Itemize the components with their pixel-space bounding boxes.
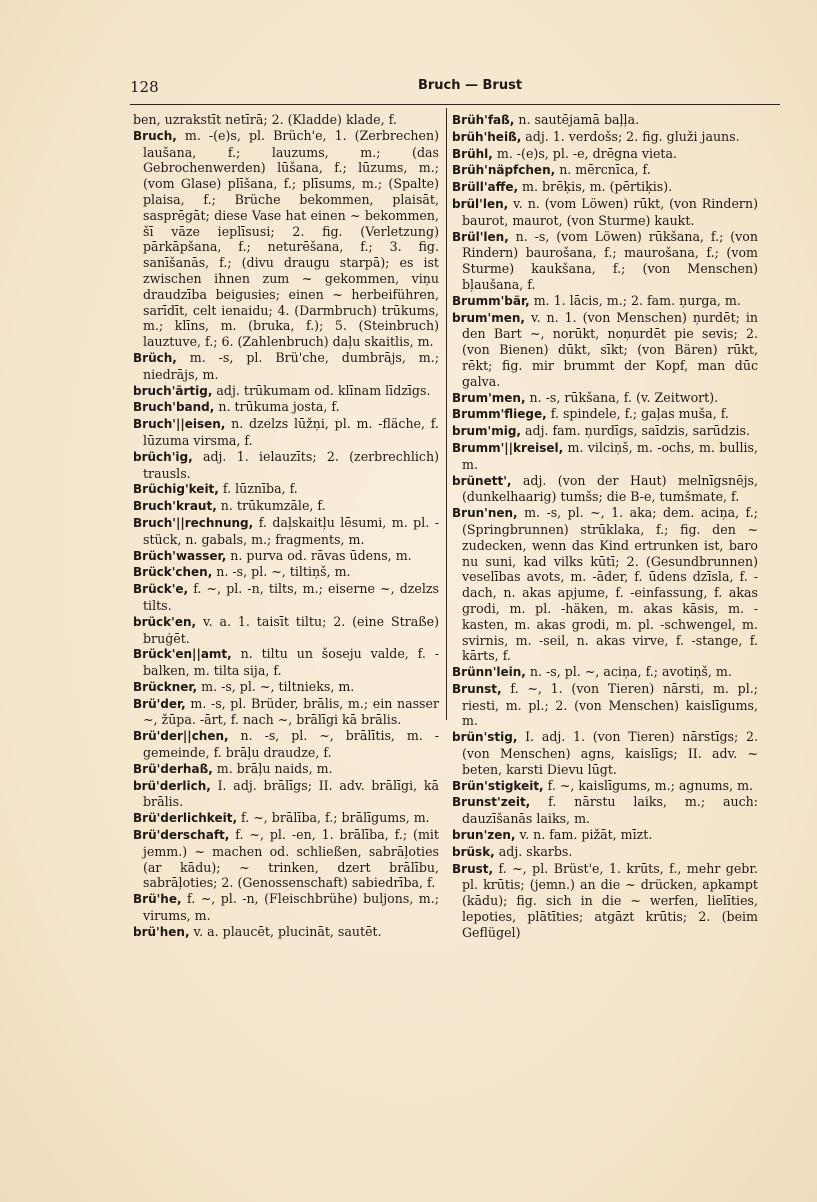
dictionary-entry bbox=[133, 515, 439, 548]
dictionary-entry bbox=[133, 679, 439, 696]
entry-headword: Brüchig'keit, bbox=[133, 482, 219, 497]
entry-definition: adj. 1. ielauzīts; 2. (zerbrechlich) trausls. bbox=[143, 448, 439, 481]
dictionary-entry bbox=[133, 827, 439, 891]
entry-definition: m. brāļu naids, m. bbox=[216, 760, 333, 776]
entry-headword: Brünn'lein, bbox=[452, 665, 526, 680]
dictionary-entry bbox=[452, 162, 758, 179]
dictionary-entry bbox=[452, 146, 758, 163]
dictionary-entry bbox=[452, 664, 758, 681]
entry-headword: Bruch, bbox=[133, 128, 177, 143]
entry-definition: n. sautējamā baļļa. bbox=[518, 112, 640, 127]
dictionary-entry bbox=[452, 310, 758, 390]
entry-definition: adj. skarbs. bbox=[498, 843, 573, 859]
entry-headword: brück'en, bbox=[133, 614, 197, 629]
entry-headword: brun'zen, bbox=[452, 828, 516, 843]
entry-definition: m. 1. lācis, m.; 2. fam. ņurga, m. bbox=[533, 292, 741, 308]
entry-definition: v. a. plaucēt, plucināt, sautēt. bbox=[193, 923, 382, 939]
entry-headword: Bruch'kraut, bbox=[133, 499, 217, 514]
entry-definition: f. ~, 1. (von Tieren) nārsti, m. pl.; riesti, m. pl.; 2. (von Menschen) kaislīgums, m. bbox=[462, 680, 758, 729]
page-header bbox=[130, 78, 780, 100]
dictionary-entry bbox=[133, 350, 439, 383]
entry-definition: n. dzelzs lūžņi, pl. m. -fläche, f. lūzuma virsma, f. bbox=[143, 416, 439, 448]
entry-headword: Brüh'näpfchen, bbox=[452, 163, 556, 178]
entry-headword: Brü'derlichkeit, bbox=[133, 811, 238, 826]
entry-definition: m. -s, pl. Brü'che, dumbrājs, m.; niedrājs, m. bbox=[143, 349, 439, 382]
dictionary-entry bbox=[133, 449, 439, 482]
entry-definition: m. -(e)s, pl. Brüch'e, 1. (Zerbrechen) laušana, f.; lauzums, m.; (das Gebrochenwerden) lūšana, f.; lūzums, m.; (vom Glase) plīšana, f.; plīsums, m.; (Spalte) plaisa, f.; Brüche bekommen, plaisāt, sasprēgāt; diese Vase hat einen ~ bekommen, šī vāze ieplīsusi; 2. fig. (Verletzung) pārkāpšana, f.; neturēšana, f.; 3. fig. sanīšanās, f.; (divu draugu starpā); es ist zwischen ihnen zum ~ gekommen, viņu draudzība beigusies; einen ~ herbeiführen, sarīdīt, celt ienaidu; 4. (Darmbruch) trūkums, m.; klīns, m. (bruka, f.); 5. (Steinbruch) lauztuve, f.; 6. (Zahlenbruch) daļu skaitlis, m. bbox=[143, 127, 439, 350]
entry-headword: Bruch'||eisen, bbox=[133, 417, 226, 432]
dictionary-entry bbox=[452, 729, 758, 777]
entry-headword: Brück'e, bbox=[133, 582, 189, 597]
entry-headword: Brüh'faß, bbox=[452, 113, 515, 127]
dictionary-entry bbox=[133, 383, 439, 400]
entry-headword: brü'derlich, bbox=[133, 778, 211, 793]
entry-definition: n. mērcnīca, f. bbox=[559, 162, 651, 178]
entry-headword: brü'hen, bbox=[133, 924, 190, 939]
entry-definition: n. -s, pl. ~, tiltiņš, m. bbox=[216, 564, 351, 580]
dictionary-entry bbox=[452, 390, 758, 407]
entry-headword: Brumm'fliege, bbox=[452, 407, 547, 422]
entry-headword: Brün'stigkeit, bbox=[452, 778, 544, 793]
entry-headword: brün'stig, bbox=[452, 730, 518, 745]
entry-definition: f. ~, pl. Brüst'e, 1. krūts, f., mehr gebr. pl. krūtis; (jemn.) an die ~ drücken, apkampt (kādu); fig. sich in die ~ werfen, lielīties, lepoties, plātīties; atgāzt krūtis; 2. (beim Geflügel) bbox=[462, 860, 758, 940]
dictionary-entry bbox=[133, 810, 439, 827]
header-rule bbox=[130, 104, 780, 105]
entry-definition: I. adj. 1. (von Tieren) nārstīgs; 2. (von Menschen) agns, kaislīgs; II. adv. ~ beten, karsti Dievu lūgt. bbox=[462, 729, 758, 777]
entry-headword: brüch'ig, bbox=[133, 449, 193, 464]
entry-definition: ben, uzrakstīt netīrā; 2. (Kladde) klade, f. bbox=[133, 112, 397, 127]
entry-definition: n. trūkumzāle, f. bbox=[220, 498, 326, 514]
entry-headword: Brumm'bär, bbox=[452, 293, 530, 308]
dictionary-entry bbox=[133, 548, 439, 565]
entry-headword: Brüll'affe, bbox=[452, 180, 519, 195]
entry-definition: f. nārstu laiks, m.; auch: dauzīšanās laiks, m. bbox=[462, 794, 758, 827]
dictionary-entry bbox=[133, 481, 439, 498]
dictionary-entry bbox=[452, 129, 758, 146]
entry-definition: n. -s, rūkšana, f. (v. Zeitwort). bbox=[529, 389, 719, 405]
entry-definition: f. spindele, f.; gaļas muša, f. bbox=[550, 406, 729, 422]
entry-headword: brum'men, bbox=[452, 310, 525, 325]
entry-headword: Brückner, bbox=[133, 679, 198, 694]
left-column bbox=[133, 112, 439, 941]
page-number: 128 bbox=[130, 78, 159, 96]
entry-definition: n. -s, pl. ~, aciņa, f.; avotiņš, m. bbox=[529, 664, 732, 680]
entry-headword: Brü'he, bbox=[133, 892, 182, 907]
dictionary-entry bbox=[133, 498, 439, 515]
entry-headword: brüh'heiß, bbox=[452, 129, 522, 144]
entry-headword: Brum'men, bbox=[452, 390, 526, 405]
dictionary-entry bbox=[452, 179, 758, 196]
dictionary-entry bbox=[452, 440, 758, 473]
dictionary-entry bbox=[133, 399, 439, 416]
entry-headword: Brühl, bbox=[452, 146, 493, 161]
entry-definition: f. ~, pl. -en, 1. brālība, f.; (mit jemm.) ~ machen od. schließen, sabrāļoties (ar kādu); ~ trinken, dzert brālību, sabrāļoties; 2. (Genossenschaft) sabiedrība, f. bbox=[143, 827, 439, 891]
dictionary-entry bbox=[133, 696, 439, 729]
entry-definition: m. vilciņš, m. -ochs, m. bullis, m. bbox=[462, 439, 758, 472]
dictionary-entry bbox=[452, 778, 758, 795]
dictionary-entry bbox=[452, 406, 758, 423]
running-head: Bruch — Brust bbox=[417, 78, 523, 93]
right-column bbox=[452, 112, 758, 941]
entry-definition: f. ~, pl. -n, tilts, m.; eiserne ~, dzelzs tilts. bbox=[143, 581, 439, 613]
entry-headword: Brumm'||kreisel, bbox=[452, 440, 564, 455]
entry-headword: Brück'en||amt, bbox=[133, 647, 232, 662]
entry-headword: Brüch, bbox=[133, 350, 177, 365]
dictionary-entry bbox=[452, 861, 758, 941]
entry-headword: brünett', bbox=[452, 473, 512, 488]
dictionary-entry bbox=[133, 564, 439, 581]
entry-headword: Brü'derschaft, bbox=[133, 828, 230, 843]
entry-headword: Brück'chen, bbox=[133, 565, 213, 580]
entry-definition: n. -s, (vom Löwen) rūkšana, f.; (von Rindern) baurošana, f.; maurošana, f.; (vom Sturme) kaukšana, f.; (von Menschen) bļaušana, f. bbox=[462, 228, 758, 292]
entry-headword: Bruch'||rechnung, bbox=[133, 515, 254, 530]
entry-definition: f. daļskaitļu lēsumi, m. pl. -stück, n. gabals, m.; fragments, m. bbox=[143, 514, 439, 547]
dictionary-entry bbox=[452, 229, 758, 293]
dictionary-entry bbox=[452, 423, 758, 440]
dictionary-entry bbox=[133, 128, 439, 350]
dictionary-entry bbox=[133, 924, 439, 941]
dictionary-entry bbox=[452, 505, 758, 664]
entry-headword: Brun'nen, bbox=[452, 506, 518, 521]
entry-definition: adj. 1. verdošs; 2. fig. gluži jauns. bbox=[525, 128, 740, 144]
entry-headword: Brust, bbox=[452, 861, 494, 876]
entry-definition: f. ~, pl. -n, (Fleischbrühe) buljons, m.; virums, m. bbox=[143, 891, 439, 924]
column-divider bbox=[446, 108, 447, 720]
entry-headword: brül'len, bbox=[452, 196, 509, 211]
dictionary-entry bbox=[452, 681, 758, 729]
entry-headword: brum'mig, bbox=[452, 424, 521, 439]
dictionary-entry bbox=[133, 778, 439, 811]
dictionary-entry bbox=[133, 646, 439, 679]
entry-headword: bruch'ārtig, bbox=[133, 383, 213, 398]
entry-definition: n. tiltu un šoseju valde, f. -balken, m. tilta sija, f. bbox=[143, 646, 439, 679]
entry-headword: Brül'len, bbox=[452, 229, 509, 244]
entry-definition: v. n. 1. (von Menschen) ņurdēt; in den Bart ~, norūkt, noņurdēt pie sevis; 2. (von Bienen) dūkt, sīkt; (von Bären) rūkt, rēkt; fig. mir brummt der Kopf, man dūc galva. bbox=[462, 309, 758, 389]
dictionary-entry bbox=[452, 293, 758, 310]
dictionary-entry bbox=[133, 761, 439, 778]
entry-definition: I. adj. brālīgs; II. adv. brālīgi, kā brālis. bbox=[143, 777, 439, 810]
entry-definition: adj. (von der Haut) melnīgsnējs, (dunkelhaarig) tumšs; die B-e, tumšmate, f. bbox=[462, 472, 758, 505]
dictionary-entry bbox=[133, 581, 439, 614]
entry-headword: Brüch'wasser, bbox=[133, 548, 227, 563]
entry-headword: Brü'der, bbox=[133, 696, 186, 711]
entry-headword: Brü'der||chen, bbox=[133, 729, 229, 744]
dictionary-entry bbox=[133, 112, 439, 128]
dictionary-entry bbox=[452, 844, 758, 861]
entry-definition: f. ~, brālība, f.; brālīgums, m. bbox=[241, 810, 430, 826]
entry-definition: n. -s, pl. ~, brālītis, m. -gemeinde, f. brāļu draudze, f. bbox=[143, 728, 439, 761]
dictionary-entry bbox=[133, 614, 439, 647]
entry-definition: f. lūznība, f. bbox=[222, 481, 298, 497]
dictionary-entry bbox=[452, 827, 758, 844]
entry-definition: m. -(e)s, pl. -e, drēgna vieta. bbox=[496, 145, 677, 161]
entry-headword: Bruch'band, bbox=[133, 400, 215, 415]
entry-definition: m. -s, pl. ~, 1. aka; dem. aciņa, f.; (Springbrunnen) strūklaka, f.; fig. den ~ zudecken, wenn das Kind ertrunken ist, baro nu suni, kad vilks kūtī; 2. (Gesundbrunnen) veselības avots, m. -āder, f. ūdens dzīsla, f. -dach, n. akas apjume, f. -einfassung, f. akas grodi, m. pl. -häken, m. akas kāsis, m. -kasten, m. akas grodi, m. pl. -schwengel, m. svirnis, m. -seil, n. akas virve, f. -stange, f. kārts, f. bbox=[462, 505, 758, 664]
entry-definition: v. a. 1. taisīt tiltu; 2. (eine Straße) bruģēt. bbox=[143, 613, 439, 646]
entry-definition: adj. trūkumam od. klīnam līdzīgs. bbox=[216, 382, 431, 398]
entry-definition: v. n. fam. pižāt, mīzt. bbox=[519, 827, 653, 843]
dictionary-entry bbox=[133, 891, 439, 924]
dictionary-entry bbox=[452, 112, 758, 129]
entry-headword: Brü'derhaß, bbox=[133, 761, 213, 776]
entry-definition: v. n. (vom Löwen) rūkt, (von Rindern) baurot, maurot, (von Sturme) kaukt. bbox=[462, 195, 758, 228]
entry-definition: m. brēķis, m. (pērtiķis). bbox=[522, 179, 673, 195]
dictionary-entry bbox=[452, 794, 758, 827]
dictionary-entry bbox=[452, 473, 758, 506]
entry-definition: m. -s, pl. Brüder, brālis, m.; ein nasser ~, žūpa. -ārt, f. nach ~, brālīgi kā brālis. bbox=[143, 695, 439, 728]
dictionary-entry bbox=[133, 416, 439, 449]
dictionary-entry bbox=[133, 728, 439, 761]
entry-definition: adj. fam. ņurdīgs, saīdzis, sarūdzis. bbox=[525, 423, 750, 439]
entry-definition: n. trūkuma josta, f. bbox=[218, 399, 340, 415]
entry-headword: Brunst, bbox=[452, 681, 502, 696]
entry-definition: m. -s, pl. ~, tiltnieks, m. bbox=[201, 678, 355, 694]
dictionary-entry bbox=[452, 196, 758, 229]
entry-headword: Brunst'zeit, bbox=[452, 795, 531, 810]
entry-definition: f. ~, kaislīgums, m.; agnums, m. bbox=[547, 777, 754, 793]
entry-headword: brüsk, bbox=[452, 844, 495, 859]
entry-definition: n. purva od. rāvas ūdens, m. bbox=[230, 547, 412, 563]
